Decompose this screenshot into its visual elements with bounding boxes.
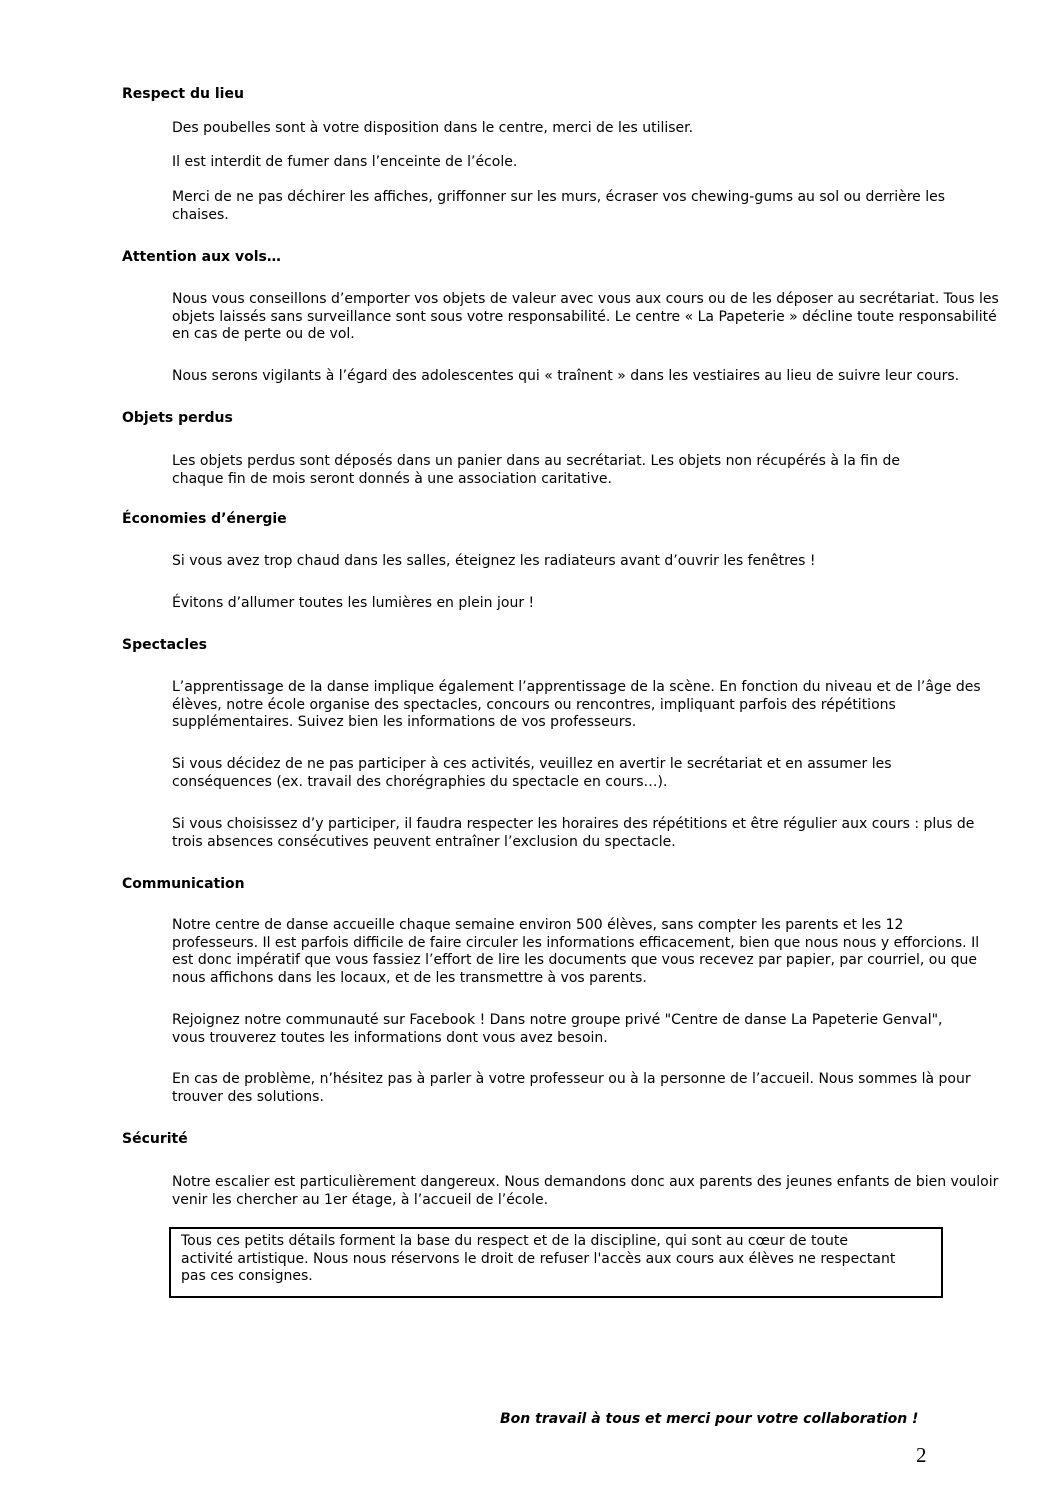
paragraph: Nous vous conseillons d’emporter vos objets de valeur avec vous aux cours ou de les déposer au secrétariat. Tous les objets laissés sans surveillance sont sous votre responsabilité. Le centre « La Papeterie » décline toute responsabilité en cas de perte ou de vol. [172,291,999,342]
closing-message: Bon travail à tous et merci pour votre collaboration ! [500,1411,919,1427]
paragraph: Si vous avez trop chaud dans les salles, éteignez les radiateurs avant d’ouvrir les fenêtres ! [172,553,816,569]
paragraph: Les objets perdus sont déposés dans un panier dans au secrétariat. Les objets non récupérés à la fin de chaque fin de mois seront donnés à une association caritative. [172,453,900,487]
paragraph: Il est interdit de fumer dans l’enceinte de l’école. [172,154,518,170]
section-heading-spectacles: Spectacles [122,637,207,653]
section-heading-securite: Sécurité [122,1131,188,1147]
paragraph: Nous serons vigilants à l’égard des adolescentes qui « traînent » dans les vestiaires au lieu de suivre leur cours. [172,368,960,384]
page-number: 2 [916,1443,927,1467]
paragraph: Si vous choisissez d’y participer, il faudra respecter les horaires des répétitions et être régulier aux cours : plus de trois absences consécutives peuvent entraîner l’exclusion du spectacle. [172,816,975,850]
section-heading-communication: Communication [122,876,245,892]
paragraph: Rejoignez notre communauté sur Facebook ! Dans notre groupe privé "Centre de danse La Papeterie Genval", vous trouverez toutes les informations dont vous avez besoin. [172,1012,943,1046]
section-heading-vols: Attention aux vols… [122,249,281,265]
paragraph: L’apprentissage de la danse implique également l’apprentissage de la scène. En fonction du niveau et de l’âge des élèves, notre école organise des spectacles, concours ou rencontres, impliquant parfois des répétitions supplémentaires. Suivez bien les informations de vos professeurs. [172,679,981,730]
paragraph: Notre centre de danse accueille chaque semaine environ 500 élèves, sans compter les parents et les 12 professeurs. Il est parfois difficile de faire circuler les informations efficacement, bien que nous nous y efforcions. Il est donc impératif que vous fassiez l’effort de lire les documents que vous recevez par papier, par courriel, ou que nous affichons dans les locaux, et de les transmettre à vos parents. [172,917,980,986]
section-heading-energie: Économies d’énergie [122,511,287,527]
notice-box [169,1227,943,1298]
paragraph: Des poubelles sont à votre disposition dans le centre, merci de les utiliser. [172,120,694,136]
paragraph: Si vous décidez de ne pas participer à ces activités, veuillez en avertir le secrétariat et en assumer les conséquences (ex. travail des chorégraphies du spectacle en cours…). [172,756,892,790]
paragraph: En cas de problème, n’hésitez pas à parler à votre professeur ou à la personne de l’accueil. Nous sommes là pour trouver des solutions. [172,1071,971,1105]
paragraph: Merci de ne pas déchirer les affiches, griffonner sur les murs, écraser vos chewing-gums au sol ou derrière les chaises. [172,189,946,223]
section-heading-objets-perdus: Objets perdus [122,410,233,426]
section-heading-respect: Respect du lieu [122,86,244,102]
paragraph: Évitons d’allumer toutes les lumières en plein jour ! [172,595,535,611]
paragraph: Notre escalier est particulièrement dangereux. Nous demandons donc aux parents des jeunes enfants de bien vouloir venir les chercher au 1er étage, à l’accueil de l’école. [172,1174,999,1208]
notice-text: Tous ces petits détails forment la base du respect et de la discipline, qui sont au cœur de toute activité artistique. Nous nous réservons le droit de refuser l'accès aux cours aux élèves ne respectant pas ces consignes. [181,1233,896,1284]
